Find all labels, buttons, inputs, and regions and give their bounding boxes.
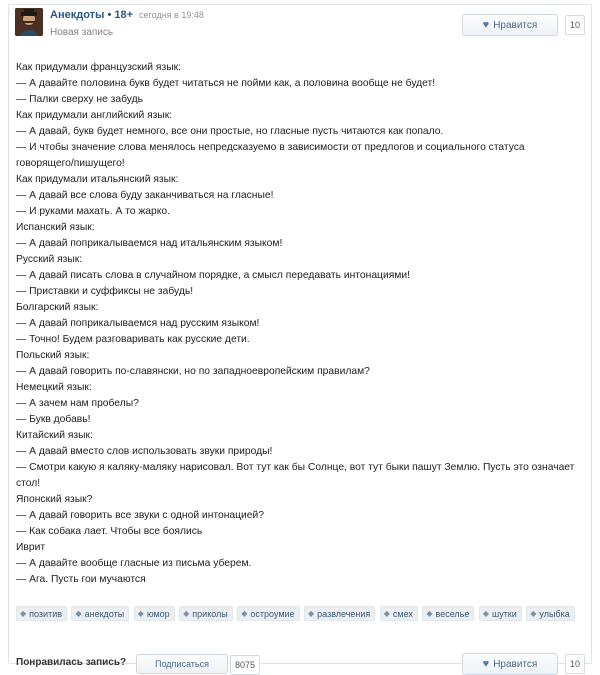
post-line: Японский язык? bbox=[16, 494, 93, 505]
post-line: — А давай говорить по-славянски, но по западноевропейским правилам? bbox=[16, 366, 370, 377]
post-subtitle: Новая запись bbox=[50, 27, 114, 38]
post-line: Польский язык: bbox=[16, 350, 90, 361]
subscribe-button[interactable]: Подписаться bbox=[136, 654, 228, 674]
post-line: Как придумали итальянский язык: bbox=[16, 174, 179, 185]
post-line: Иврит bbox=[16, 542, 46, 553]
post-line: — А давайте половина букв будет читаться не пойми как, а половина вообще не будет! bbox=[16, 78, 436, 89]
post-line: — А давай говорить все звуки с одной интонацией? bbox=[16, 510, 264, 521]
post-line: — Букв добавь! bbox=[16, 414, 91, 425]
avatar-image bbox=[15, 8, 43, 36]
author-line bbox=[50, 9, 204, 21]
heart-icon: ♥ bbox=[482, 19, 490, 31]
tag-label: улыбка bbox=[539, 608, 570, 619]
post-line: — Ага. Пусть гои мучаются bbox=[16, 574, 146, 585]
heart-icon: ♥ bbox=[482, 658, 490, 670]
like-count[interactable]: 10 bbox=[565, 15, 585, 35]
like-button[interactable] bbox=[462, 14, 558, 36]
footer-like-count[interactable]: 10 bbox=[565, 654, 585, 674]
tag-label: остроумие bbox=[250, 608, 295, 619]
tag[interactable] bbox=[422, 606, 474, 621]
tag-label: веселье bbox=[435, 608, 470, 619]
post-line: — А давай, букв будет немного, все они простые, но гласные пусть читаются как попало. bbox=[16, 126, 444, 137]
post-line: — А зачем нам пробелы? bbox=[16, 398, 139, 409]
tag-icon: ◆ bbox=[75, 609, 82, 618]
footer-question: Понравилась запись? bbox=[16, 657, 127, 668]
tag[interactable] bbox=[179, 606, 233, 621]
post-line: Как придумали английский язык: bbox=[16, 110, 173, 121]
tag[interactable] bbox=[71, 606, 129, 621]
tag-label: позитив bbox=[29, 608, 63, 619]
tag[interactable] bbox=[16, 606, 67, 621]
tag-icon: ◆ bbox=[20, 609, 27, 618]
post-line: — А давай вместо слов использовать звуки природы! bbox=[16, 446, 273, 457]
like-label: Нравится bbox=[493, 19, 538, 31]
avatar[interactable] bbox=[15, 8, 43, 36]
tag-icon: ◆ bbox=[308, 609, 315, 618]
tag-label: шутки bbox=[491, 608, 517, 619]
tag-icon: ◆ bbox=[482, 609, 489, 618]
tag-icon: ◆ bbox=[426, 609, 433, 618]
post-line: Болгарский язык: bbox=[16, 302, 99, 313]
post-line: — А давайте вообще гласные из письма уберем. bbox=[16, 558, 252, 569]
tag-icon: ◆ bbox=[241, 609, 248, 618]
tag-list bbox=[16, 606, 576, 625]
tag[interactable] bbox=[380, 606, 418, 621]
tag[interactable] bbox=[526, 606, 574, 621]
tag-icon: ◆ bbox=[183, 609, 190, 618]
post-line: — А давай писать слова в случайном порядке, а смысл передавать интонациями! bbox=[16, 270, 410, 281]
post-footer bbox=[8, 651, 592, 671]
post-line: — И чтобы значение слова менялось непредсказуемо в зависимости от предлогов и социального статуса говорящего/пишущего! bbox=[16, 142, 525, 169]
tag-icon: ◆ bbox=[383, 609, 390, 618]
post-line: — А давай поприкалываемся над итальянским языком! bbox=[16, 238, 283, 249]
footer-like-label: Нравится bbox=[493, 658, 538, 670]
post-line: — Палки сверху не забудь bbox=[16, 94, 143, 105]
footer-like-button[interactable] bbox=[462, 653, 558, 675]
post-line: — Приставки и суффиксы не забудь! bbox=[16, 286, 194, 297]
tag[interactable] bbox=[479, 606, 522, 621]
author-link[interactable]: Анекдоты • 18+ bbox=[50, 9, 134, 21]
post-text bbox=[16, 60, 576, 588]
tag[interactable] bbox=[237, 606, 299, 621]
tag-label: анекдоты bbox=[84, 608, 125, 619]
post-line: Немецкий язык: bbox=[16, 382, 92, 393]
tag[interactable] bbox=[304, 606, 375, 621]
post-line: — А давай все слова буду заканчиваться на гласные! bbox=[16, 190, 274, 201]
subscribe-count: 8075 bbox=[230, 655, 260, 675]
post-line: — Точно! Будем разговаривать как русские дети. bbox=[16, 334, 250, 345]
tag-label: смех bbox=[392, 608, 413, 619]
tag-label: приколы bbox=[192, 608, 228, 619]
post-line: — А давай поприкалываемся над русским языком! bbox=[16, 318, 260, 329]
tag-icon: ◆ bbox=[530, 609, 537, 618]
post-line: Как придумали французский язык: bbox=[16, 62, 181, 73]
tag[interactable] bbox=[134, 606, 175, 621]
post-line: — Как собака лает. Чтобы все боялись bbox=[16, 526, 203, 537]
tag-label: развлечения bbox=[317, 608, 371, 619]
post-line: Испанский язык: bbox=[16, 222, 95, 233]
post-line: — Смотри какую я каляку-маляку нарисовал. Вот тут как бы Солнце, вот тут быки пашут Землю. Пусть это означает стол! bbox=[16, 462, 575, 489]
post-line: Русский язык: bbox=[16, 254, 83, 265]
tag-label: юмор bbox=[146, 608, 170, 619]
post-line: — И руками махать. А то жарко. bbox=[16, 206, 170, 217]
post-time[interactable]: сегодня в 19:48 bbox=[139, 10, 204, 20]
post-line: Китайский язык: bbox=[16, 430, 93, 441]
tag-icon: ◆ bbox=[137, 609, 144, 618]
